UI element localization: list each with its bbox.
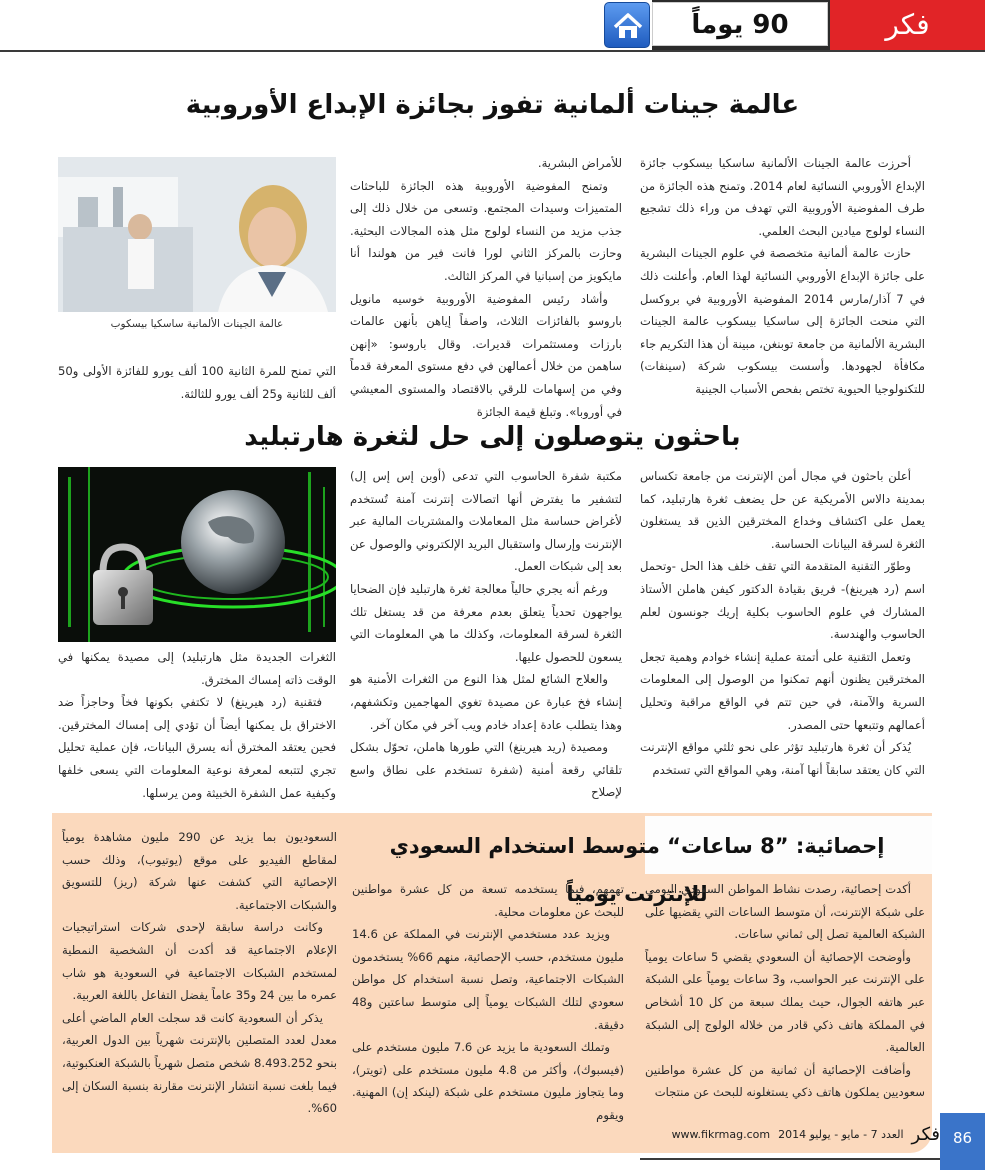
security-globe-photo — [58, 467, 336, 642]
paragraph: يُذكر أن ثغرة هارتبليد تؤثر على نحو ثلثي مواقع الإنترنت التي كان يعتقد سابقاً أنها آمنة، وهي المواقع التي تستخدم — [640, 740, 925, 777]
paragraph: وأشاد رئيس المفوضية الأوروبية خوسيه مانويل باروسو بالفائزات الثلاث، واصفاً إياهن بأنهن عالمات بارزات ومستثمرات قديرات. وقال باروسو: «إنهن ساهمن من خلال أعمالهن في دفع مستوى المعرفة قدماً وفي من إسهامات للرقي بالاقتصاد والمستوى المعيشي في أوروبا». وتبلغ قيمة الجائزة — [350, 291, 622, 419]
footer-info — [600, 1120, 940, 1148]
paragraph: وتملك السعودية ما يزيد عن 7.6 مليون مستخدم على (فيسبوك)، وأكثر من 4.8 مليون مستخدم على (تويتر)، وما يتجاوز مليون مستخدم على شبكة (لينكد إن) المهنية. ويقوم — [352, 1040, 625, 1122]
paragraph: وتعمل التقنية على أتمتة عملية إنشاء خوادم وهمية تجعل المخترقين يظنون أنهم تمكنوا من الوصول إلى المعلومات السرية والآمنة، في حين تتم في الواقع مراقبة وتحليل أعمالهم وتتبعها حتى المصدر. — [640, 649, 925, 732]
article1-col-middle — [350, 152, 622, 419]
article2-col-middle — [350, 465, 622, 805]
paragraph: مكتبة شفرة الحاسوب التي تدعى (أوبن إس إس إل) لتشفير ما يفترض أنها اتصالات إنترنت آمنة تُستخدم لأغراض حساسة مثل المعاملات والمشتريات المالية عبر الإنترنت وإرسال واستقبال البريد الإلكتروني والوصول عن بعد إلى شبكات العمل. — [350, 469, 622, 574]
paragraph: فتقنية (رد هيرينغ) لا تكتفي بكونها فخاً وحاجزاً ضد الاختراق بل يمكنها أيضاً أن تؤدي إلى إمساك المخترقين. فحين يعتقد المخترق أنه يسرق البيانات، فإن عملية تحليل تجري لتتبعه لمعرفة نوعية المعلومات التي يسعى خلفها وكيفية عمل الشفرة الخبيثة ومن يرسلها. — [58, 695, 336, 800]
paragraph: ويزيد عدد مستخدمي الإنترنت في المملكة عن 14.6 مليون مستخدم، حسب الإحصائية، منهم 66% يستخدمون الشبكات الاجتماعية، وتصل نسبة استخدام كل مواطن سعودي لتلك الشبكات يومياً إلى متوسط ساعتين و48 دقيقة. — [352, 927, 624, 1032]
article2-col-left — [58, 646, 336, 806]
brand-name: فكر — [885, 8, 930, 41]
page-number: 86 — [952, 1129, 973, 1147]
paragraph: وكانت دراسة سابقة لإحدى شركات استراتيجيات الإعلام الاجتماعية قد أكدت أن الشخصية النمطية لمستخدم الشبكات الاجتماعية في السعودية هو شاب عمره ما بين 24 و35 عاماً يفضل التفاعل باللغة العربية. — [62, 920, 337, 1003]
home-button[interactable] — [604, 2, 650, 48]
paragraph: وأضافت الإحصائية أن ثمانية من كل عشرة مواطنين سعوديين يملكون هاتف ذكي يستغلونه للبحث عن منتجات — [645, 1062, 925, 1100]
lab-scene-image — [58, 157, 336, 312]
paragraph: للأمراض البشرية. — [537, 156, 622, 170]
statistics-title: إحصائية: ”8 ساعات“ متوسط استخدام السعودي للإنترنت يومياً — [389, 834, 885, 906]
article1-col-right — [640, 152, 925, 410]
footer-issue: العدد 7 - مايو - يوليو 2014 — [778, 1127, 904, 1141]
paragraph: أعلن باحثون في مجال أمن الإنترنت من جامعة تكساس بمدينة دالاس الأمريكية عن حل يضعف ثغرة هارتبليد، كما يعمل على اكتشاف وخداع المخترقين الذين قد يستغلون الثغرة لسرقة البيانات الحساسة. — [640, 469, 925, 551]
paragraph: ومصيدة (ريد هيرينغ) التي طورها هاملن، تحوّل بشكل تلقائي رقعة أمنية (شفرة تستخدم على نطاق واسع لإصلاح — [350, 740, 622, 800]
paragraph: يذكر أن السعودية كانت قد سجلت العام الماضي أعلى معدل لعدد المتصلين بالإنترنت شهرياً بين الدول العربية، بنحو 8.493.252 شخص متصل شهرياً بالشبكة العنكبوتية، فيما بلغت نسبة انتشار الإنترنت مقارنة بنسبة السكان إلى 60%. — [62, 1010, 337, 1116]
paragraph: وأوضحت الإحصائية أن السعودي يقضي 5 ساعات يومياً على الإنترنت عبر الحواسب، و3 ساعات يومياً على الشبكة عبر هاتفه الجوال، حيث يملك سبعة من كل 10 أشخاص في المملكة هاتف ذكي قادر من خلاله الولوج إلى الشبكة العالمية. — [645, 949, 926, 1055]
home-icon — [605, 3, 651, 49]
footer-website[interactable]: www.fikrmag.com — [671, 1127, 771, 1141]
paragraph: التي تمنح للمرة الثانية 100 ألف يورو للفائزة الأولى و50 ألف للثانية و25 ألف يورو للثالثة. — [58, 364, 336, 401]
globe-padlock-icon — [58, 467, 336, 642]
paragraph: تهمهم، فيما يستخدمه تسعة من كل عشرة مواطنين للبحث عن معلومات محلية. — [352, 882, 624, 919]
paragraph: حازت عالمة ألمانية متخصصة في علوم الجينات البشرية على جائزة الإبداع الأوروبي النسائية لهذا العام. وأعلنت ذلك في 7 آذار/مارس 2014 المفوضية الأوروبية في بروكسل التي منحت الجائزة إلى ساسكيا بيسكوب عالمة الجينات البشرية الألمانية من جامعة توبنغن، مبينة أن هذا التكريم جاء مكافأة لجهودها. وأسست بيسكوب شركة (سينفات) للتكنولوجيا الحيوية تختص بفحص الأسباب الجينية — [640, 246, 925, 396]
footer-rule — [640, 1158, 940, 1160]
statistics-col-left — [62, 826, 337, 1148]
statistics-col-right — [645, 878, 925, 1148]
photo-caption: عالمة الجينات الألمانية ساسكيا بيسكوب — [110, 318, 284, 330]
paragraph: ورغم أنه يجري حالياً معالجة ثغرة هارتبليد فإن الضحايا يواجهون تحدياً يتعلق بعدم معرفة من قد يستغل تلك الثغرة لسرقة المعلومات، وكذلك ما هي المعلومات التي يسعون للحصول عليها. — [350, 581, 622, 664]
footer-brand: فكر — [911, 1123, 940, 1145]
header-bar — [0, 0, 985, 50]
paragraph: والعلاج الشائع لمثل هذا النوع من الثغرات الأمنية هو إنشاء فخ عبارة عن مصيدة تغوي المهاجمين وتكشفهم، وهذا يتطلب عادة إعداد خادم ويب آخر في مكان آخر. — [350, 672, 622, 732]
article1-title: عالمة جينات ألمانية تفوز بجائزة الإبداع الأوروبية — [185, 90, 800, 120]
header-rule — [0, 50, 985, 52]
scientist-photo — [58, 157, 336, 312]
article2-col-right — [640, 465, 925, 805]
paragraph: السعوديون بما يزيد عن 290 مليون مشاهدة يومياً لمقاطع الفيديو على موقع (يوتيوب)، وذلك حسب الإحصائية التي كشفت عنها شركة (ريز) للتسويق والشبكات الاجتماعية. — [62, 830, 337, 912]
paragraph: وتمنح المفوضية الأوروبية هذه الجائزة للباحثات المتميزات وسيدات المجتمع. وتسعى من خلال ذلك إلى جذب مزيد من النساء لولوج مثل هذه المجالات البحثية. وحازت بالمركز الثاني لورا فانت فير من هولندا أنا مايكويز من إسبانيا في المركز الثالث. — [350, 178, 622, 283]
paragraph: الثغرات الجديدة مثل هارتبليد) إلى مصيدة يمكنها في الوقت ذاته إمساك المخترق. — [58, 650, 336, 687]
section-title: 90 يوماً — [691, 10, 789, 40]
article1-col-left-bottom — [58, 360, 336, 408]
paragraph: أكدت إحصائية، رصدت نشاط المواطن السعودي اليومي على شبكة الإنترنت، أن متوسط الساعات التي يقضيها على الشبكة العالمية تصل إلى ثماني ساعات. — [645, 882, 925, 942]
article2-title: باحثون يتوصلون إلى حل لثغرة هارتبليد — [244, 422, 741, 452]
paragraph: أحرزت عالمة الجينات الألمانية ساسكيا بيسكوب جائزة الإبداع الأوروبي النسائية لعام 2014. وتمنح هذه الجائزة من طرف المفوضية الأوروبية التي تهدف من وراء ذلك تشجيع النساء لولوج ميادين البحث العلمي. — [640, 156, 925, 238]
paragraph: وطوّر التقنية المتقدمة التي تقف خلف هذا الحل -وتحمل اسم (رد هيرينغ)- فريق بقيادة الدكتور كيفن هاملن الأستاذ المشارك في علوم الحاسوب بكلية إريك جونسون لعلم الحاسوب والهندسة. — [640, 559, 925, 642]
statistics-col-middle — [352, 878, 624, 1148]
